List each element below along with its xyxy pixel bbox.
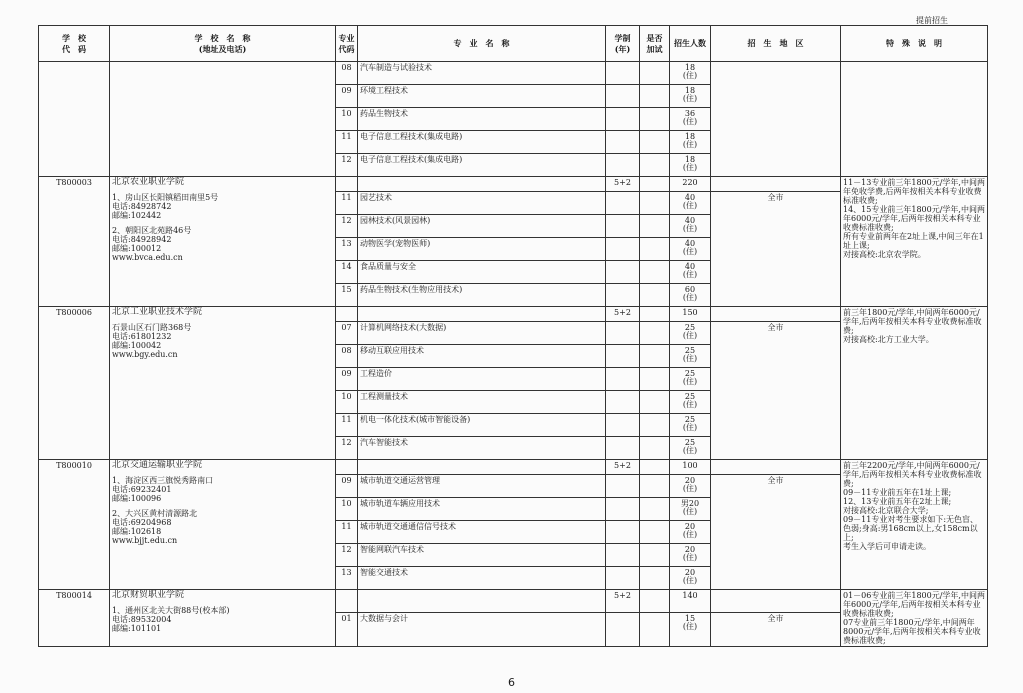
- major-code: 11: [336, 521, 358, 544]
- major-code: 07: [336, 322, 358, 345]
- major-code: 09: [336, 368, 358, 391]
- duration-cell: [606, 322, 640, 345]
- major-name-empty: [358, 460, 606, 475]
- major-code: 11: [336, 192, 358, 215]
- extra-test-cell: [640, 85, 670, 108]
- major-quota: [670, 215, 711, 238]
- extra-test-empty: [640, 460, 670, 475]
- extra-test-cell: [640, 192, 670, 215]
- header-extra-test: 是否 加试: [640, 26, 670, 62]
- quota-unit: (住): [682, 354, 698, 363]
- major-quota: [670, 391, 711, 414]
- school-total-quota: 220: [670, 177, 711, 192]
- major-quota: [670, 612, 711, 647]
- major-name: 工程造价: [358, 368, 606, 391]
- major-quota: [670, 131, 711, 154]
- major-name: 动物医学(宠物医师): [358, 238, 606, 261]
- extra-test-cell: [640, 475, 670, 498]
- school-notes: 11－13专业前三年1800元/学年,中间两年免收学费,后两年按相关本科专业收费标准收费; 14、15专业前三年1800元/学年,中间两年6000元/学年,后两年按相关本科专业收费标准收费; 所有专业前两年在2址上课,中间三年在1址上课; 对接高校:北京农学院。: [841, 177, 988, 307]
- notes-cell: [841, 62, 988, 177]
- address-line: 邮编:100012: [112, 244, 162, 253]
- major-name: 汽车制造与试验技术: [358, 62, 606, 85]
- school-name: 北京农业职业学院: [112, 177, 185, 187]
- major-code-empty: [336, 590, 358, 613]
- duration-cell: [606, 544, 640, 567]
- major-name-empty: [358, 177, 606, 192]
- address-line: 电话:69232401: [112, 485, 172, 494]
- extra-test-cell: [640, 108, 670, 131]
- duration-cell: [606, 368, 640, 391]
- quota-unit: (住): [682, 576, 698, 585]
- quota-value: 18: [684, 86, 696, 95]
- school-info: [110, 590, 336, 647]
- school-total-quota: 140: [670, 590, 711, 613]
- school-notes: 01－06专业前三年1800元/学年,中间两年6000元/学年,后两年按相关本科专业收费标准收费; 07专业前三年1800元/学年,中间两年8000元/学年,后两年按相关本科专业收费标准收费;: [841, 590, 988, 647]
- quota-unit: (住): [682, 247, 698, 256]
- major-code: 14: [336, 261, 358, 284]
- address-line: 邮编:100042: [112, 341, 162, 350]
- school-address: [112, 606, 333, 633]
- address-line: 电话:84928942: [112, 235, 172, 244]
- quota-value: 25: [684, 369, 696, 378]
- major-name: 城市轨道车辆应用技术: [358, 498, 606, 521]
- major-name: 园林技术(风景园林): [358, 215, 606, 238]
- major-code: 01: [336, 612, 358, 647]
- extra-test-cell: [640, 322, 670, 345]
- extra-test-cell: [640, 498, 670, 521]
- quota-unit: (住): [682, 507, 698, 516]
- major-quota: [670, 544, 711, 567]
- major-name: 机电一体化技术(城市智能设备): [358, 414, 606, 437]
- table-row: [39, 177, 988, 192]
- major-code-empty: [336, 307, 358, 322]
- extra-test-empty: [640, 307, 670, 322]
- duration-cell: [606, 612, 640, 647]
- address-line: www.bgy.edu.cn: [112, 350, 178, 359]
- school-name: 北京财贸职业学院: [112, 590, 185, 600]
- major-name-empty: [358, 590, 606, 613]
- major-quota: [670, 368, 711, 391]
- address-line: 邮编:102618: [112, 527, 162, 536]
- quota-unit: (住): [682, 484, 698, 493]
- school-info: [110, 177, 336, 307]
- quota-value: 18: [684, 132, 696, 141]
- major-quota: [670, 284, 711, 307]
- school-duration: 5+2: [606, 307, 640, 322]
- school-name: 北京工业职业技术学院: [112, 307, 203, 317]
- school-notes: 前三年2200元/学年,中间两年6000元/学年,后两年按相关本科专业收费标准收费; 09－11专业前五年在1址上课; 12、13专业前五年在2址上课; 对接高校:北京联合大学; 09－11专业对考生要求如下:无色盲、色弱;身高:男168cm以上,女158cm以上; 考生入学后可申请走读。: [841, 460, 988, 590]
- admissions-table: [38, 25, 988, 647]
- address-line: 1、房山区长阳镇稻田南里5号: [112, 193, 219, 202]
- major-quota: [670, 475, 711, 498]
- region-empty: [711, 307, 841, 322]
- major-name: 大数据与会计: [358, 612, 606, 647]
- major-name: 城市轨道交通通信信号技术: [358, 521, 606, 544]
- school-name-cell: [110, 62, 336, 177]
- address-line: 邮编:102442: [112, 211, 162, 220]
- extra-test-cell: [640, 345, 670, 368]
- quota-value: 男20: [680, 499, 700, 508]
- address-line: 邮编:101101: [112, 624, 162, 633]
- quota-value: 60: [684, 285, 696, 294]
- major-code: 10: [336, 108, 358, 131]
- duration-cell: [606, 154, 640, 177]
- address-line: 电话:84928742: [112, 202, 172, 211]
- extra-test-cell: [640, 131, 670, 154]
- major-name: 园艺技术: [358, 192, 606, 215]
- major-code: 09: [336, 475, 358, 498]
- extra-test-empty: [640, 590, 670, 613]
- extra-test-cell: [640, 612, 670, 647]
- school-code-cell: [39, 62, 110, 177]
- address-line: 2、朝阳区北苑路46号: [112, 226, 192, 235]
- extra-test-cell: [640, 238, 670, 261]
- extra-test-cell: [640, 437, 670, 460]
- major-code: 13: [336, 238, 358, 261]
- address-line: 1、海淀区西三旗悦秀路南口: [112, 476, 214, 485]
- quota-unit: (住): [682, 293, 698, 302]
- school-code: T800003: [39, 177, 110, 307]
- duration-cell: [606, 192, 640, 215]
- major-name: 电子信息工程技术(集成电路): [358, 154, 606, 177]
- header-major-code: 专业 代码: [336, 26, 358, 62]
- major-code: 12: [336, 154, 358, 177]
- table-header-row: [39, 26, 988, 62]
- duration-cell: [606, 475, 640, 498]
- extra-test-cell: [640, 284, 670, 307]
- major-quota: [670, 261, 711, 284]
- quota-unit: (住): [682, 400, 698, 409]
- school-code: T800006: [39, 307, 110, 460]
- duration-cell: [606, 345, 640, 368]
- school-info: [110, 460, 336, 590]
- quota-unit: (住): [682, 553, 698, 562]
- quota-unit: (住): [682, 530, 698, 539]
- school-notes: 前三年1800元/学年,中间两年6000元/学年,后两年按相关本科专业收费标准收费; 对接高校:北方工业大学。: [841, 307, 988, 460]
- major-quota: [670, 192, 711, 215]
- header-region: 招 生 地 区: [711, 26, 841, 62]
- quota-value: 20: [684, 522, 696, 531]
- extra-test-cell: [640, 414, 670, 437]
- school-region: 全市: [711, 192, 841, 307]
- major-code: 11: [336, 414, 358, 437]
- school-total-quota: 150: [670, 307, 711, 322]
- major-code-empty: [336, 177, 358, 192]
- quota-value: 25: [684, 323, 696, 332]
- major-code: 08: [336, 62, 358, 85]
- quota-value: 40: [684, 239, 696, 248]
- table-row: [39, 307, 988, 322]
- duration-cell: [606, 108, 640, 131]
- school-address: [112, 509, 333, 545]
- quota-value: 25: [684, 438, 696, 447]
- address-line: 电话:69204968: [112, 518, 172, 527]
- table-row: [39, 590, 988, 613]
- quota-value: 36: [684, 109, 696, 118]
- address-line: www.bvca.edu.cn: [112, 253, 183, 262]
- extra-test-cell: [640, 391, 670, 414]
- extra-test-cell: [640, 261, 670, 284]
- major-quota: [670, 437, 711, 460]
- duration-cell: [606, 521, 640, 544]
- major-quota: [670, 345, 711, 368]
- table-row: [39, 460, 988, 475]
- quota-unit: (住): [682, 163, 698, 172]
- major-quota: [670, 414, 711, 437]
- quota-unit: (住): [682, 446, 698, 455]
- page-number: 6: [508, 676, 515, 689]
- duration-cell: [606, 437, 640, 460]
- major-name: 计算机网络技术(大数据): [358, 322, 606, 345]
- address-line: 1、通州区北关大街88号(校本部): [112, 606, 230, 615]
- extra-test-cell: [640, 567, 670, 590]
- quota-value: 20: [684, 568, 696, 577]
- quota-unit: (住): [682, 331, 698, 340]
- school-name: 北京交通运输职业学院: [112, 460, 203, 470]
- header-school-code: 学 校 代 码: [39, 26, 110, 62]
- major-name: 药品生物技术(生物应用技术): [358, 284, 606, 307]
- major-code: 11: [336, 131, 358, 154]
- quota-unit: (住): [682, 117, 698, 126]
- major-name: 汽车智能技术: [358, 437, 606, 460]
- region-empty: [711, 177, 841, 192]
- school-address: [112, 323, 333, 359]
- region-cell: [711, 62, 841, 177]
- school-duration: 5+2: [606, 177, 640, 192]
- quota-unit: (住): [682, 377, 698, 386]
- major-name: 移动互联应用技术: [358, 345, 606, 368]
- major-quota: [670, 238, 711, 261]
- extra-test-empty: [640, 177, 670, 192]
- quota-value: 20: [684, 545, 696, 554]
- quota-unit: (住): [682, 71, 698, 80]
- major-quota: [670, 154, 711, 177]
- major-quota: [670, 108, 711, 131]
- major-name: 环境工程技术: [358, 85, 606, 108]
- major-code: 13: [336, 567, 358, 590]
- address-line: 电话:61801232: [112, 332, 172, 341]
- major-quota: [670, 498, 711, 521]
- major-code: 12: [336, 544, 358, 567]
- duration-cell: [606, 238, 640, 261]
- school-address: [112, 476, 333, 503]
- region-empty: [711, 590, 841, 613]
- quota-unit: (住): [682, 224, 698, 233]
- quota-value: 40: [684, 193, 696, 202]
- quota-value: 40: [684, 262, 696, 271]
- major-code-empty: [336, 460, 358, 475]
- school-address: [112, 226, 333, 262]
- major-code: 10: [336, 391, 358, 414]
- duration-cell: [606, 215, 640, 238]
- extra-test-cell: [640, 368, 670, 391]
- school-region: 全市: [711, 612, 841, 647]
- major-code: 10: [336, 498, 358, 521]
- quota-value: 20: [684, 476, 696, 485]
- address-line: 邮编:100096: [112, 494, 162, 503]
- header-note: 提前招生: [916, 16, 948, 25]
- quota-value: 18: [684, 155, 696, 164]
- major-name: 食品质量与安全: [358, 261, 606, 284]
- quota-value: 25: [684, 415, 696, 424]
- quota-unit: (住): [682, 140, 698, 149]
- quota-unit: (住): [682, 621, 698, 631]
- header-duration: 学制 (年): [606, 26, 640, 62]
- major-quota: [670, 322, 711, 345]
- extra-test-cell: [640, 544, 670, 567]
- major-code: 12: [336, 437, 358, 460]
- duration-cell: [606, 131, 640, 154]
- quota-value: 18: [684, 63, 696, 72]
- address-line: 电话:89532004: [112, 615, 172, 624]
- quota-unit: (住): [682, 270, 698, 279]
- major-name: 智能网联汽车技术: [358, 544, 606, 567]
- extra-test-cell: [640, 521, 670, 544]
- major-name: 药品生物技术: [358, 108, 606, 131]
- extra-test-cell: [640, 154, 670, 177]
- major-name: 智能交通技术: [358, 567, 606, 590]
- school-region: 全市: [711, 322, 841, 460]
- region-empty: [711, 460, 841, 475]
- school-duration: 5+2: [606, 590, 640, 613]
- school-address: [112, 193, 333, 220]
- duration-cell: [606, 414, 640, 437]
- duration-cell: [606, 85, 640, 108]
- quota-value: 15: [684, 613, 696, 623]
- school-region: 全市: [711, 475, 841, 590]
- major-name: 电子信息工程技术(集成电路): [358, 131, 606, 154]
- duration-cell: [606, 284, 640, 307]
- quota-value: 40: [684, 216, 696, 225]
- major-quota: [670, 521, 711, 544]
- address-line: www.bjjt.edu.cn: [112, 536, 178, 545]
- major-code: 09: [336, 85, 358, 108]
- quota-unit: (住): [682, 94, 698, 103]
- quota-unit: (住): [682, 201, 698, 210]
- header-major-name: 专 业 名 称: [358, 26, 606, 62]
- major-code: 15: [336, 284, 358, 307]
- duration-cell: [606, 391, 640, 414]
- header-quota: 招生人数: [670, 26, 711, 62]
- quota-unit: (住): [682, 423, 698, 432]
- school-code: T800014: [39, 590, 110, 647]
- duration-cell: [606, 498, 640, 521]
- major-name: 工程测量技术: [358, 391, 606, 414]
- major-code: 12: [336, 215, 358, 238]
- major-code: 08: [336, 345, 358, 368]
- duration-cell: [606, 62, 640, 85]
- major-name: 城市轨道交通运营管理: [358, 475, 606, 498]
- school-total-quota: 100: [670, 460, 711, 475]
- duration-cell: [606, 261, 640, 284]
- major-quota: [670, 62, 711, 85]
- school-code: T800010: [39, 460, 110, 590]
- major-name-empty: [358, 307, 606, 322]
- extra-test-cell: [640, 62, 670, 85]
- extra-test-cell: [640, 215, 670, 238]
- school-info: [110, 307, 336, 460]
- major-quota: [670, 567, 711, 590]
- quota-value: 25: [684, 346, 696, 355]
- address-line: 石景山区石门路368号: [112, 323, 192, 332]
- header-school-name: 学 校 名 称 (地址及电话): [110, 26, 336, 62]
- major-quota: [670, 85, 711, 108]
- table-row: [39, 62, 988, 85]
- address-line: 2、大兴区黄村清源路北: [112, 509, 198, 518]
- duration-cell: [606, 567, 640, 590]
- header-notes: 特 殊 说 明: [841, 26, 988, 62]
- quota-value: 25: [684, 392, 696, 401]
- school-duration: 5+2: [606, 460, 640, 475]
